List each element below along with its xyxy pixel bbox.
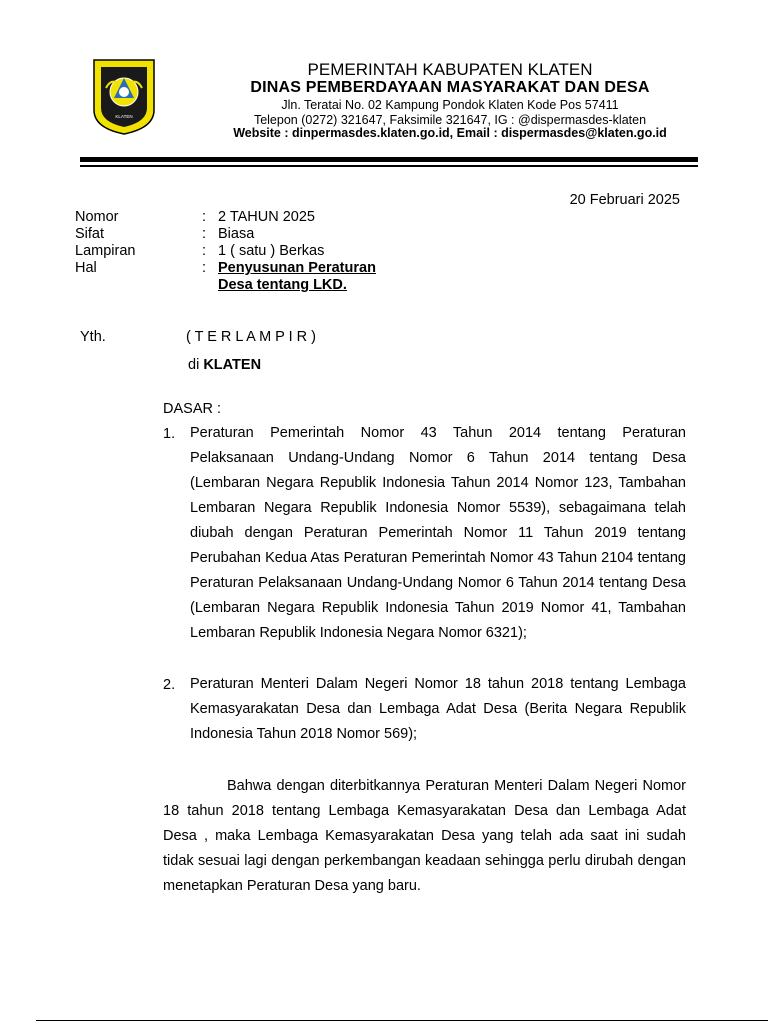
dasar-item-2-text: Peraturan Menteri Dalam Negeri Nomor 18 tahun 2018 tentang Lembaga Kemasyarakatan Desa dan Lembaga Adat Desa (Berita Negara Republik Indonesia Tahun 2018 Nomor 569);: [190, 676, 686, 742]
lampiran-value: 1 ( satu ) Berkas: [218, 243, 325, 259]
hal-value-line2: Desa tentang LKD.: [218, 277, 347, 293]
dasar-item-1-text: Peraturan Pemerintah Nomor 43 Tahun 2014 tentang Peraturan Pelaksanaan Undang-Undang Nomor 6 Tahun 2014 tentang Desa (Lembaran Negara Republik Indonesia Tahun 2014 Nomor 123, Tambahan Lembaran Negara Republik Indonesia Nomor 5539), sebagaimana telah diubah dengan Peraturan Pemerintah Nomor 11 Tahun 2019 tentang Perubahan Kedua Atas Peraturan Pemerintah Nomor 43 Tahun 2104 tentang Peraturan Pelaksanaan Undang-Undang Nomor 6 Tahun 2014 tentang Desa (Lembaran Negara Republik Indonesia Tahun 2019 Nomor 41, Tambahan Lembaran Republik Indonesia Negara Nomor 6321);: [190, 425, 686, 641]
letterhead-address: Jln. Teratai No. 02 Kampung Pondok Klaten Kode Pos 57411: [281, 98, 619, 112]
nomor-value: 2 TAHUN 2025: [218, 209, 315, 225]
letterhead-phone: Telepon (0272) 321647, Faksimile 321647, IG : @dispermasdes-klaten: [253, 113, 647, 127]
lampiran-label: Lampiran: [75, 243, 136, 259]
nomor-colon: :: [202, 209, 207, 225]
hal-value-line1: Penyusunan Peraturan: [218, 260, 376, 276]
letterhead-government-name: PEMERINTAH KABUPATEN KLATEN: [307, 60, 593, 79]
recipient-city: KLATEN: [203, 357, 262, 373]
recipient-terlampir: ( T E R L A M P I R ): [186, 329, 317, 345]
dasar-heading: DASAR :: [163, 401, 222, 417]
letterhead-thin-rule: [80, 165, 698, 167]
dasar-item-1-number: 1.: [163, 426, 176, 442]
yth-label: Yth.: [80, 329, 106, 345]
sifat-value: Biasa: [218, 226, 255, 242]
body-paragraph: Bahwa dengan diterbitkannya Peraturan Menteri Dalam Negeri Nomor 18 tahun 2018 tentang Lembaga Kemasyarakatan Desa dan Lembaga Adat Desa , maka Lembaga Kemasyarakatan Desa yang telah ada saat ini sudah tidak sesuai lagi dengan perkembangan keadaan sehingga perlu dirubah dengan menetapkan Peraturan Desa yang baru.: [163, 778, 686, 894]
letterhead-website-email: Website : dinpermasdes.klaten.go.id, Email : dispermasdes@klaten.go.id: [233, 126, 667, 140]
nomor-label: Nomor: [75, 209, 119, 225]
di-label: di: [188, 357, 200, 373]
hal-label: Hal: [75, 260, 97, 276]
letter-date: 20 Februari 2025: [569, 192, 680, 208]
recipient-location: [188, 357, 261, 373]
sifat-colon: :: [202, 226, 207, 242]
letterhead-agency-name: DINAS PEMBERDAYAAN MASYARAKAT DAN DESA: [250, 79, 650, 96]
dasar-item-2-number: 2.: [163, 677, 176, 693]
svg-text:KLATEN: KLATEN: [115, 114, 133, 119]
page-bottom-edge: [36, 1020, 768, 1021]
lampiran-colon: :: [202, 243, 207, 259]
hal-colon: :: [202, 260, 207, 276]
klaten-coat-of-arms-logo: [92, 58, 156, 136]
letterhead-thick-rule: [80, 157, 698, 162]
sifat-label: Sifat: [75, 226, 105, 242]
